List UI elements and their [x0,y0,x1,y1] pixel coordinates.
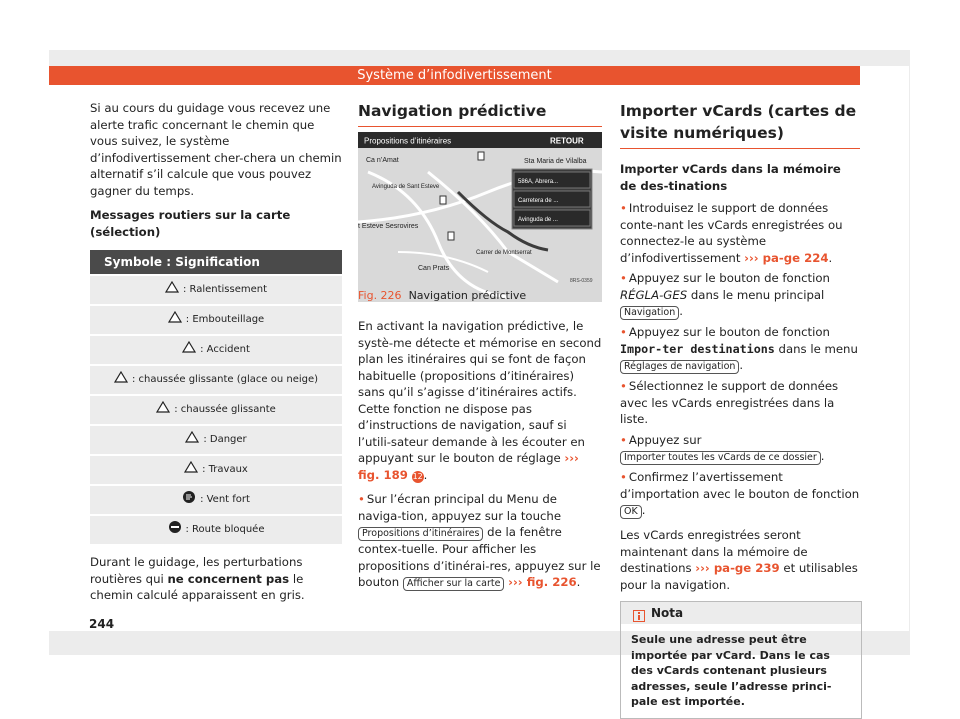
table-row: : chaussée glissante (glace ou neige) [90,366,342,394]
table-row: : Ralentissement [90,276,342,304]
step: • Sélectionnez le support de données avec les vCards enregistrées dans la liste. [620,379,839,426]
table-row: : Danger [90,426,342,454]
step: • Appuyez sur le bouton de fonction RÉGLA-GES dans le menu principal Navigation . [620,271,830,318]
table-row: : Vent fort [90,486,342,514]
middle-column-text [358,318,602,599]
route-suggestion[interactable]: Avinguda de ... [518,217,558,223]
step: • Introduisez le support de données conte-nant les vCards enregistrées ou connectez-le au système d’infodivertissement ››› pa-ge 224. [620,201,843,265]
vcards-subheading: Importer vCards dans la mémoire de des-tinations [620,162,841,193]
warning-jam-icon [168,311,182,330]
warning-ice-icon [114,371,128,390]
figure-reference[interactable]: ››› fig. 226 [508,575,577,589]
table-row: : Route bloquée [90,516,342,544]
note-header: Nota [621,602,861,624]
route-suggestion[interactable]: Carretera de ... [518,198,559,204]
navigation-settings-button[interactable]: Réglages de navigation [620,360,739,374]
map-label: Carrer de Montserrat [476,250,532,256]
note-body: Seule une adresse peut être importée par vCard. Dans le cas des vCards contenant plusieurs adresses, seule l’adresse princi-pale est importée. [631,633,832,708]
map-label: Avinguda de Sant Esteve [372,184,440,190]
vcards-paragraph: Les vCards enregistrées seront maintenant dans la mémoire de destinations ››› pa-ge 239 et utilisables pour la navigation. [620,528,858,592]
screen-title: Propositions d’itinéraires [364,136,452,146]
warning-danger-icon [185,431,199,450]
road-closed-icon [168,520,182,541]
section-title-predictive: Navigation prédictive [358,100,602,127]
map-label: Ca n’Amat [366,157,399,164]
page-number: 244 [89,617,115,631]
warning-roadworks-icon [184,461,198,480]
warning-slow-icon [165,281,179,300]
figure-caption: Fig. 226 Navigation prédictive [358,289,527,302]
navigation-screen-figure [358,132,602,302]
ok-button[interactable]: OK [620,505,642,519]
map-label: Can Prats [418,265,450,272]
left-column [90,100,342,612]
table-row: : Embouteillage [90,306,342,334]
map-label: Sta Maria de Vilalba [524,158,587,165]
page-reference[interactable]: ››› pa-ge 239 [695,561,780,575]
warning-accident-icon [182,341,196,360]
figure-reference[interactable]: ››› fig. 189 [358,451,579,482]
table-row: : chaussée glissante [90,396,342,424]
step: • Appuyez sur le bouton de fonction Impor-ter destinations dans le menu Réglages de navigation . [620,325,858,372]
warning-slippery-icon [156,401,170,420]
step: • Confirmez l’avertissement d’importation avec le bouton de fonction OK . [620,470,860,517]
step: • Appuyez sur Importer toutes les vCards de ce dossier . [620,432,825,463]
page-header: Système d’infodivertissement [49,66,860,85]
map-label: t Esteve Sesrovires [358,223,419,230]
messages-heading: Messages routiers sur la carte (sélection) [90,208,291,239]
import-all-vcards-button[interactable]: Importer toutes les vCards de ce dossier [620,451,821,465]
outro-paragraph: Durant le guidage, les perturbations routières qui ne concernent pas le chemin calculé apparaissent en gris. [90,555,305,602]
note-box [620,601,862,719]
table-row: : Accident [90,336,342,364]
page-reference[interactable]: ››› pa-ge 224 [744,250,829,265]
import-destinations-function[interactable]: Impor-ter destinations [620,341,775,356]
show-on-map-button[interactable]: Afficher sur la carte [403,577,505,591]
intro-paragraph: Si au cours du guidage vous recevez une alerte trafic concernant le chemin que vous suivez, le système d’infodivertissement cher-chera un chemin alternatif s’il calcule que vous pouvez gagner du temps. [90,101,342,198]
table-row: : Travaux [90,456,342,484]
predictive-bullet: • Sur l’écran principal du Menu de naviga-tion, appuyez sur la touche Propositions d’itinéraires de la fenêtre contex-tuelle. Pour afficher les propositions d’itinérai-res, appuyez sur le bouton Afficher sur la carte ››› fig. 226. [358,492,601,589]
predictive-paragraph: En activant la navigation prédictive, le systè-me détecte et mémorise en second plan les itinéraires qui se font de façon habituelle (propositions d’itinéraires) sans qu’il s’agisse d’itinéraires actifs. Cette fonction ne dispose pas d’instructions de navigation, sauf si l’utili-sateur demande à les écouter en appuyant sur le bouton de réglage ››› fig. 189 12. [358,319,602,482]
figure-code: 8RS-0359 [570,278,593,284]
table-header: Symbole : Signification [90,250,342,274]
number-badge: 12 [412,471,423,481]
screen-back-button[interactable]: RETOUR [550,136,584,146]
route-suggestion[interactable]: 586A, Abrera... [518,179,559,185]
info-icon [633,607,645,629]
wind-icon [182,490,196,511]
symbol-table [90,250,342,544]
right-column [620,100,860,719]
section-title-vcards: Importer vCards (cartes de visite numériques) [620,100,860,149]
route-proposals-button[interactable]: Propositions d’itinéraires [358,527,483,541]
navigation-button[interactable]: Navigation [620,306,679,320]
